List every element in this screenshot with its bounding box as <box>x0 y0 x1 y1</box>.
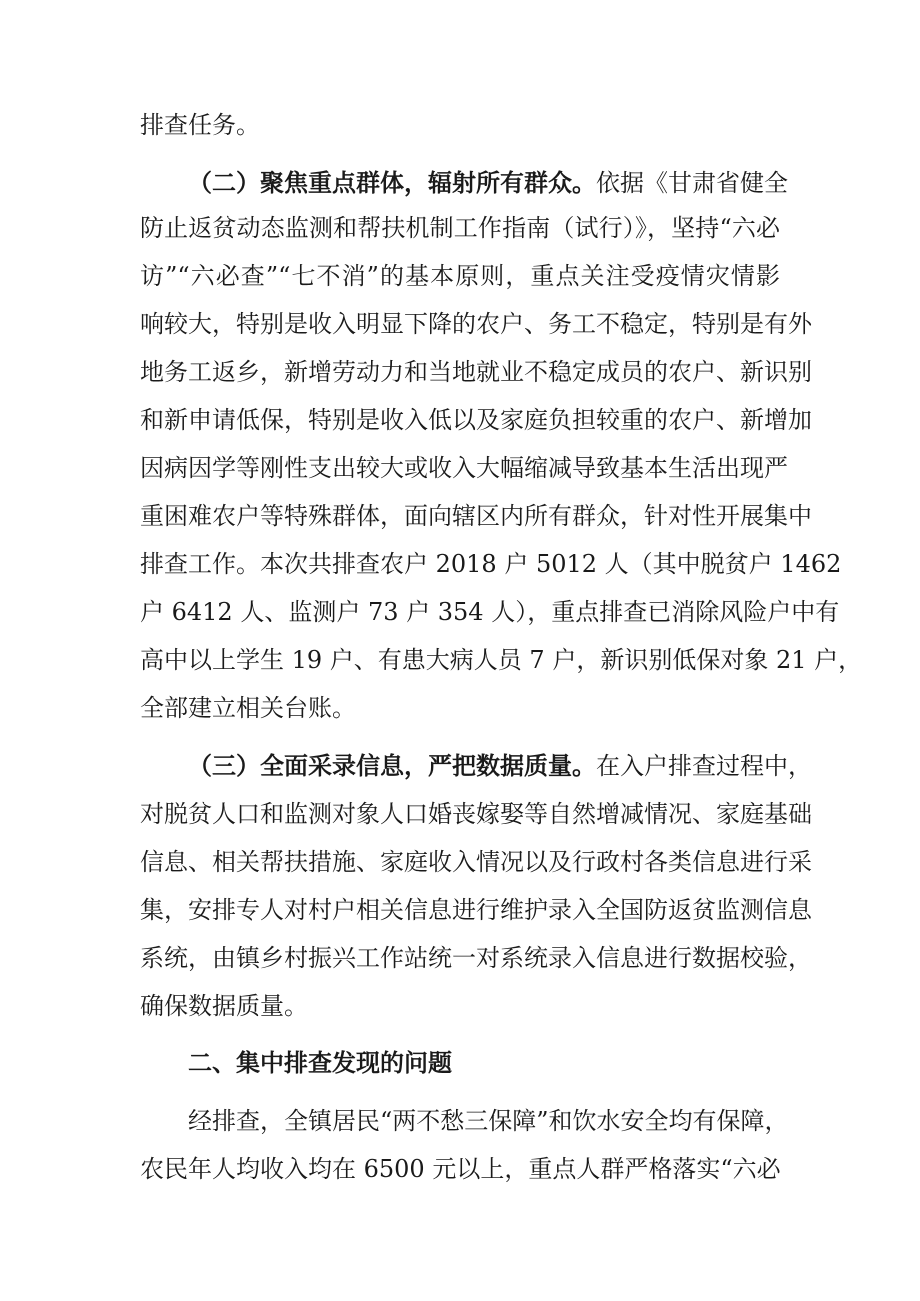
paragraph-line: 经排查，全镇居民“两不愁三保障”和饮水安全均有保障， <box>188 1107 789 1135</box>
paragraph-line: 重困难农户等特殊群体，面向辖区内所有群众，针对性开展集中 <box>140 502 812 530</box>
body-text: 在入户排查过程中， <box>596 752 812 780</box>
paragraph-line: 系统，由镇乡村振兴工作站统一对系统录入信息进行数据校验， <box>140 944 812 972</box>
section-heading: 二、集中排查发现的问题 <box>188 1048 452 1077</box>
paragraph-line: 和新申请低保，特别是收入低以及家庭负担较重的农户、新增加 <box>140 406 812 434</box>
paragraph-line: 响较大，特别是收入明显下降的农户、务工不稳定，特别是有外 <box>140 310 812 338</box>
body-text: 依据《甘肃省健全 <box>596 169 788 197</box>
paragraph-line: 信息、相关帮扶措施、家庭收入情况以及行政村各类信息进行采 <box>140 848 812 876</box>
paragraph-line: 防止返贫动态监测和帮扶机制工作指南（试行）》，坚持“六必 <box>140 214 780 242</box>
paragraph-line <box>188 749 812 783</box>
paragraph-line: 地务工返乡，新增劳动力和当地就业不稳定成员的农户、新识别 <box>140 358 812 386</box>
paragraph-line: 确保数据质量。 <box>140 992 308 1020</box>
subheading-text: （二）聚焦重点群体，辐射所有群众。 <box>188 168 596 197</box>
paragraph-line: 全部建立相关台账。 <box>140 694 356 722</box>
paragraph-line <box>188 166 788 200</box>
paragraph-line: 农民年人均收入均在 6500 元以上，重点人群严格落实“六必 <box>140 1155 781 1183</box>
subheading-text: （三）全面采录信息，严把数据质量。 <box>188 751 596 780</box>
paragraph-line: 对脱贫人口和监测对象人口婚丧嫁娶等自然增减情况、家庭基础 <box>140 800 812 828</box>
paragraph-line: 排查工作。本次共排查农户 2018 户 5012 人（其中脱贫户 1462 <box>140 550 842 578</box>
paragraph-line: 因病因学等刚性支出较大或收入大幅缩减导致基本生活出现严 <box>140 454 788 482</box>
paragraph-line: 集，安排专人对村户相关信息进行维护录入全国防返贫监测信息 <box>140 896 812 924</box>
paragraph-line: 高中以上学生 19 户、有患大病人员 7 户，新识别低保对象 21 户， <box>140 646 863 674</box>
paragraph-line: 访”“六必查”“七不消”的基本原则，重点关注受疫情灾情影 <box>140 262 780 290</box>
paragraph-line: 排查任务。 <box>140 111 260 139</box>
paragraph-line: 户 6412 人、监测户 73 户 354 人），重点排查已消除风险户中有 <box>140 598 840 626</box>
